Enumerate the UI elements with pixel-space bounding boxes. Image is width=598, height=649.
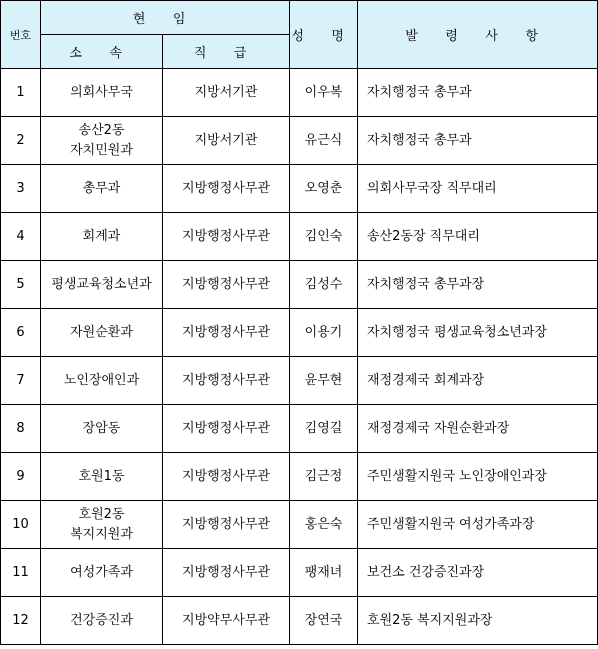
row-number: 5 [1, 261, 41, 309]
row-affiliation [41, 261, 163, 309]
table-row [1, 405, 598, 453]
table-body [1, 69, 598, 645]
row-number: 6 [1, 309, 41, 357]
affiliation-line: 호원1동 [78, 468, 125, 484]
row-number: 10 [1, 501, 41, 549]
row-appointment: 자치행정국 총무과장 [358, 261, 598, 309]
affiliation-line: 노인장애인과 [63, 372, 140, 388]
affiliation-line: 자원순환과 [70, 324, 133, 340]
row-affiliation [41, 453, 163, 501]
row-appointment: 호원2동 복지지원과장 [358, 597, 598, 645]
table-row [1, 261, 598, 309]
row-name: 김영길 [290, 405, 358, 453]
row-grade: 지방행정사무관 [163, 405, 290, 453]
table-row [1, 69, 598, 117]
row-name: 팽재녀 [290, 549, 358, 597]
row-grade: 지방서기관 [163, 69, 290, 117]
row-affiliation [41, 357, 163, 405]
row-affiliation [41, 501, 163, 549]
affiliation-line: 복지지원과 [70, 526, 133, 542]
header-appointment: 발 령 사 항 [358, 1, 598, 69]
row-name: 김성수 [290, 261, 358, 309]
table-row [1, 501, 598, 549]
table-row [1, 357, 598, 405]
affiliation-line: 여성가족과 [70, 564, 133, 580]
header-name: 성 명 [290, 1, 358, 69]
affiliation-line: 건강증진과 [70, 612, 133, 628]
row-name: 김인숙 [290, 213, 358, 261]
row-name: 오영춘 [290, 165, 358, 213]
row-name: 김근정 [290, 453, 358, 501]
row-grade: 지방약무사무관 [163, 597, 290, 645]
affiliation-line: 의회사무국 [70, 84, 133, 100]
row-grade: 지방행정사무관 [163, 549, 290, 597]
row-number: 4 [1, 213, 41, 261]
row-grade: 지방행정사무관 [163, 213, 290, 261]
header-no: 번호 [1, 1, 41, 69]
row-appointment: 자치행정국 총무과 [358, 117, 598, 165]
row-number: 1 [1, 69, 41, 117]
row-name: 이우복 [290, 69, 358, 117]
row-name: 유근식 [290, 117, 358, 165]
row-grade: 지방행정사무관 [163, 501, 290, 549]
affiliation-line: 자치민원과 [70, 142, 133, 158]
row-name: 장연국 [290, 597, 358, 645]
table-row [1, 453, 598, 501]
row-name: 윤무현 [290, 357, 358, 405]
affiliation-line: 회계과 [82, 228, 121, 244]
row-number: 12 [1, 597, 41, 645]
table-row [1, 597, 598, 645]
row-grade: 지방서기관 [163, 117, 290, 165]
row-affiliation [41, 597, 163, 645]
row-appointment: 자치행정국 총무과 [358, 69, 598, 117]
row-affiliation [41, 309, 163, 357]
affiliation-line: 장암동 [82, 420, 121, 436]
table-row [1, 309, 598, 357]
row-grade: 지방행정사무관 [163, 357, 290, 405]
row-appointment: 의회사무국장 직무대리 [358, 165, 598, 213]
row-number: 7 [1, 357, 41, 405]
row-appointment: 주민생활지원국 노인장애인과장 [358, 453, 598, 501]
row-appointment: 재정경제국 자원순환과장 [358, 405, 598, 453]
row-affiliation [41, 549, 163, 597]
row-appointment: 자치행정국 평생교육청소년과장 [358, 309, 598, 357]
row-affiliation [41, 69, 163, 117]
row-number: 9 [1, 453, 41, 501]
row-appointment: 보건소 건강증진과장 [358, 549, 598, 597]
row-affiliation [41, 213, 163, 261]
table-row [1, 213, 598, 261]
row-name: 이용기 [290, 309, 358, 357]
row-affiliation [41, 117, 163, 165]
row-appointment: 주민생활지원국 여성가족과장 [358, 501, 598, 549]
row-grade: 지방행정사무관 [163, 453, 290, 501]
table-row [1, 165, 598, 213]
affiliation-line: 호원2동 [78, 506, 125, 522]
header-grade: 직 급 [163, 35, 290, 69]
table-row [1, 549, 598, 597]
header-current-position: 현 임 [41, 1, 290, 35]
affiliation-line: 총무과 [82, 180, 121, 196]
row-number: 3 [1, 165, 41, 213]
row-number: 8 [1, 405, 41, 453]
row-name: 홍은숙 [290, 501, 358, 549]
row-grade: 지방행정사무관 [163, 261, 290, 309]
row-number: 2 [1, 117, 41, 165]
row-appointment: 송산2동장 직무대리 [358, 213, 598, 261]
table-row [1, 117, 598, 165]
row-appointment: 재정경제국 회계과장 [358, 357, 598, 405]
affiliation-line: 송산2동 [78, 122, 125, 138]
header-affiliation: 소 속 [41, 35, 163, 69]
row-affiliation [41, 405, 163, 453]
row-grade: 지방행정사무관 [163, 165, 290, 213]
row-affiliation [41, 165, 163, 213]
affiliation-line: 평생교육청소년과 [51, 276, 152, 292]
row-grade: 지방행정사무관 [163, 309, 290, 357]
row-number: 11 [1, 549, 41, 597]
table-header [1, 1, 598, 69]
